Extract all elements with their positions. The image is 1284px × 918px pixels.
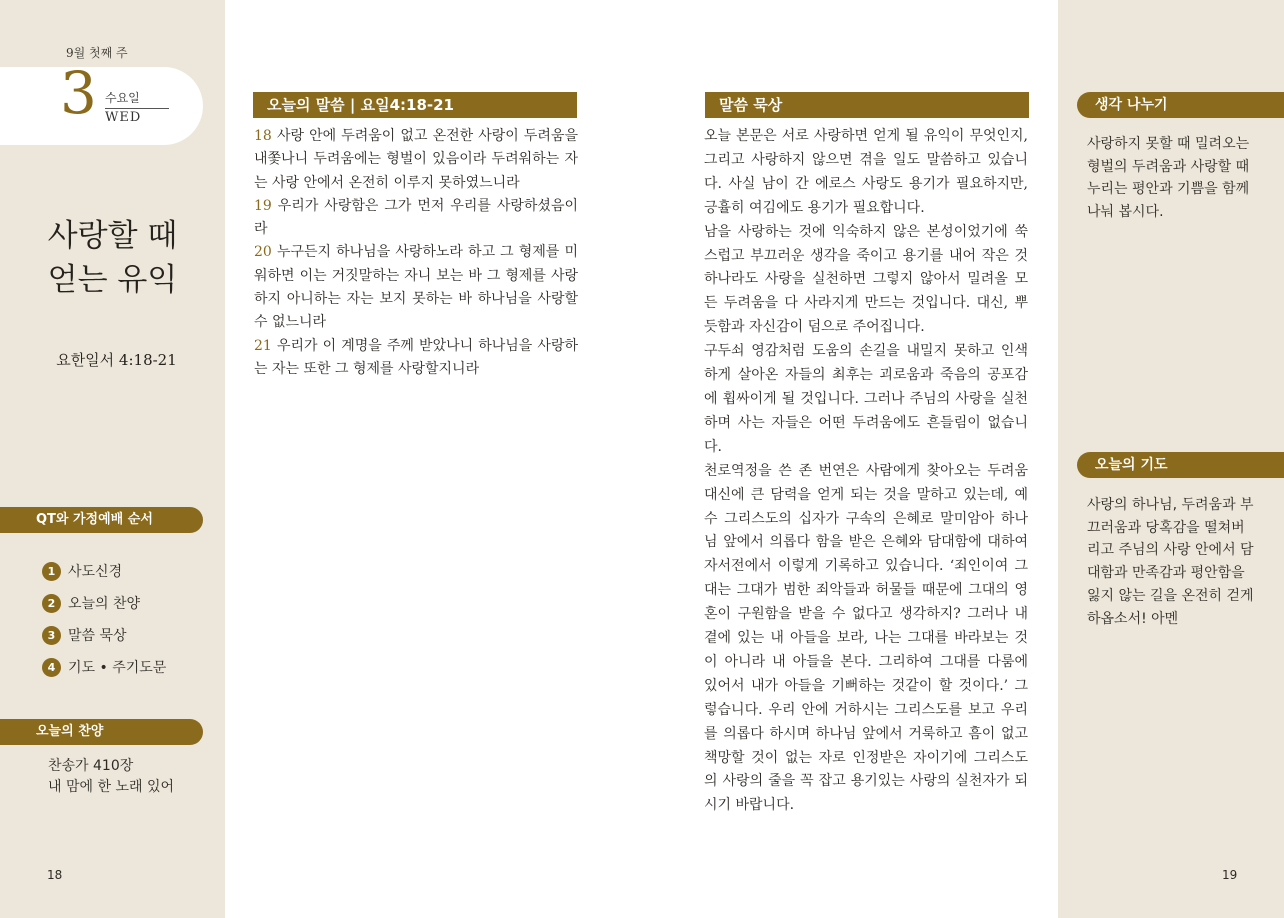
page-number-right: 19 [1222, 868, 1238, 882]
number-badge: 4 [42, 658, 61, 677]
verse-number: 21 [254, 337, 272, 354]
meditation-body [704, 125, 1028, 818]
qt-order-label: 사도신경 [68, 564, 123, 580]
qt-order-item [42, 555, 166, 587]
verse-text: 우리가 이 계명을 주께 받았나니 하나님을 사랑하는 자는 또한 그 형제를 사랑할지니라 [254, 337, 579, 377]
day-number: 3 [60, 59, 97, 127]
verse [254, 335, 578, 382]
verse-number: 20 [254, 244, 272, 261]
todays-word-heading: 오늘의 말씀 | 요일4:18-21 [253, 92, 577, 118]
meditation-paragraph: 오늘 본문은 서로 사랑하면 얻게 될 유익이 무엇인지, 그리고 사랑하지 않으면 겪을 일도 말씀하고 있습니다. 사실 남이 간 에로스 사랑도 용기가 필요하지만, 긍휼히 여김에도 용기가 필요합니다. [704, 128, 1028, 216]
number-badge: 1 [42, 562, 61, 581]
number-badge: 2 [42, 594, 61, 613]
number-badge: 3 [42, 626, 61, 645]
title-line-1: 사랑할 때 [47, 218, 178, 254]
hymn-title: 내 맘에 한 노래 있어 [48, 779, 174, 795]
meditation-paragraph: 천로역정을 쓴 존 번연은 사람에게 찾아오는 두려움 대신에 큰 담력을 얻게 되는 것을 말하고 있는데, 예수 그리스도의 십자가 구속의 은혜로 말미암아 하나님 앞에서 의롭다 함을 받은 은혜와 담대함에 대하여 자서전에서 이렇게 기록하고 있습니다. ‘죄인이여 그대는 그대가 범한 죄악들과 허물들 때문에 그대의 영혼이 구원함을 받을 수 없다고 생각하지? 그러나 내 곁에 있는 내 아들을 보라, 나는 그대를 바라보는 것이 아니라 내 아들을 본다. 그리하여 그대를 다룸에 있어서 내가 아들을 기뻐하는 것같이 할 것이다.’ 그렇습니다. 우리 안에 거하시는 그리스도를 보고 우리를 의롭다 하시며 하나님 앞에서 거룩하고 흠이 없고 책망할 것이 없는 자로 인정받은 자이기에 그리스도의 사랑의 줄을 꼭 잡고 용기있는 사랑의 실천자가 되시기 바랍니다. [704, 462, 1028, 814]
prayer-text: 사랑의 하나님, 두려움과 부끄러움과 당혹감을 떨쳐버리고 주님의 사랑 안에서 담대함과 만족감과 평안함을 잃지 않는 길을 온전히 걷게 하옵소서! 아멘 [1087, 497, 1254, 627]
qt-order-label: 기도 • 주기도문 [68, 660, 167, 676]
verse-number: 19 [254, 197, 272, 214]
hymn-number: 찬송가 410장 [48, 758, 134, 774]
qt-order-label: 말씀 묵상 [68, 628, 127, 644]
verse-text: 누구든지 하나님을 사랑하노라 하고 그 형제를 미워하면 이는 거짓말하는 자니 보는 바 그 형제를 사랑하지 아니하는 자는 보지 못하는 바 하나님을 사랑할 수 없느니라 [254, 244, 579, 331]
qt-order-item [42, 587, 166, 619]
week-label: 9월 첫째 주 [66, 46, 128, 60]
day-english: WED [105, 110, 142, 125]
title-line-2: 얻는 유익 [47, 262, 178, 298]
page-title [0, 214, 225, 302]
day-tab [0, 67, 203, 145]
meditation-heading: 말씀 묵상 [705, 92, 1029, 118]
share-text: 사랑하지 못할 때 밀려오는 형벌의 두려움과 사랑할 때 누리는 평안과 기쁨을 함께 나눠 봅시다. [1087, 136, 1250, 221]
meditation-paragraph: 구두쇠 영감처럼 도움의 손길을 내밀지 못하고 인색하게 살아온 자들의 최후는 괴로움과 죽음의 공포감에 휩싸이게 될 것입니다. 그러나 주님의 사랑을 실천하며 사는 자들은 어떤 두려움에도 흔들림이 없습니다. [704, 343, 1028, 455]
verse [254, 241, 578, 334]
day-korean: 수요일 [105, 89, 169, 109]
verse-number: 18 [254, 128, 272, 144]
prayer-heading: 오늘의 기도 [1077, 452, 1284, 478]
hymn-heading: 오늘의 찬양 [0, 719, 203, 745]
qt-order-item [42, 651, 166, 683]
page-number-left: 18 [47, 868, 63, 882]
bible-passage [254, 125, 578, 381]
share-heading: 생각 나누기 [1077, 92, 1284, 118]
verse [254, 195, 578, 242]
qt-order-list [42, 555, 166, 683]
hymn-info [48, 756, 174, 798]
scripture-reference: 요한일서 4:18-21 [56, 351, 177, 369]
qt-order-item [42, 619, 166, 651]
qt-order-label: 오늘의 찬양 [68, 596, 141, 612]
verse-text: 우리가 사랑함은 그가 먼저 우리를 사랑하셨음이라 [254, 197, 578, 238]
meditation-paragraph: 남을 사랑하는 것에 익숙하지 않은 본성이었기에 쑥스럽고 부끄러운 생각을 죽이고 용기를 내어 작은 것 하나라도 사랑을 실천하면 그렇지 않아서 밀려올 모든 두려움을 다 사라지게 만드는 것입니다. 대신, 뿌듯함과 자신감이 덤으로 주어집니다. [704, 223, 1028, 336]
verse-text: 사랑 안에 두려움이 없고 온전한 사랑이 두려움을 내쫓나니 두려움에는 형벌이 있음이라 두려워하는 자는 사랑 안에서 온전히 이루지 못하였느니라 [254, 128, 579, 191]
verse [254, 125, 578, 195]
qt-order-heading: QT와 가정예배 순서 [0, 507, 203, 533]
